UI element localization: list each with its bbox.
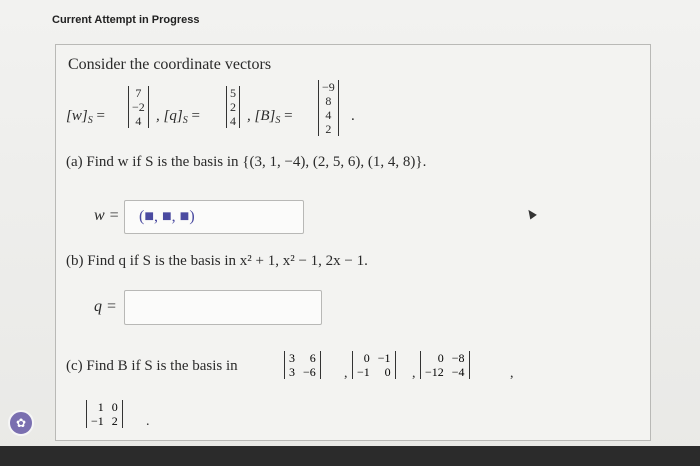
w-answer-label: w =: [94, 207, 120, 224]
part-b-prompt: (b) Find q if S is the basis in x² + 1, x² − 1, 2x − 1.: [66, 253, 368, 269]
q-answer-label: q =: [94, 298, 117, 315]
bottom-bar: [0, 446, 700, 466]
part-c-prompt: (c) Find B if S is the basis in: [66, 358, 238, 374]
q-vector: 5 2 4: [226, 86, 240, 128]
attempt-status-title: Current Attempt in Progress: [52, 14, 200, 26]
coordinate-vectors: $[w]_S$ = 7 −2 4 , $[q]_S$ = 5 2 4 , $[B]_S$ = −9 8 4 2 .: [66, 80, 355, 136]
B-vector-label: , $[B]_S$ =: [247, 108, 293, 126]
basis-matrix-3: 0 −8 −12 −4: [420, 351, 470, 379]
w-vector: 7 −2 4: [128, 86, 149, 128]
part-a-prompt: (a) Find w if S is the basis in {(3, 1, −4), (2, 5, 6), (1, 4, 8)}.: [66, 154, 427, 170]
basis-matrix-2: 0 −1 −1 0: [352, 351, 396, 379]
basis-matrix-1: 3 6 3 −6: [284, 351, 321, 379]
question-intro: Consider the coordinate vectors: [68, 56, 272, 73]
q-answer-input[interactable]: [124, 290, 322, 325]
w-answer-value[interactable]: (■, ■, ■): [139, 208, 195, 225]
w-vector-label: $[w]_S$ =: [66, 108, 105, 126]
basis-matrix-4: 1 0 −1 2: [86, 400, 123, 428]
palette-icon[interactable]: ✿: [8, 410, 34, 436]
B-vector: −9 8 4 2: [318, 80, 339, 136]
q-vector-label: , $[q]_S$ =: [156, 108, 200, 126]
